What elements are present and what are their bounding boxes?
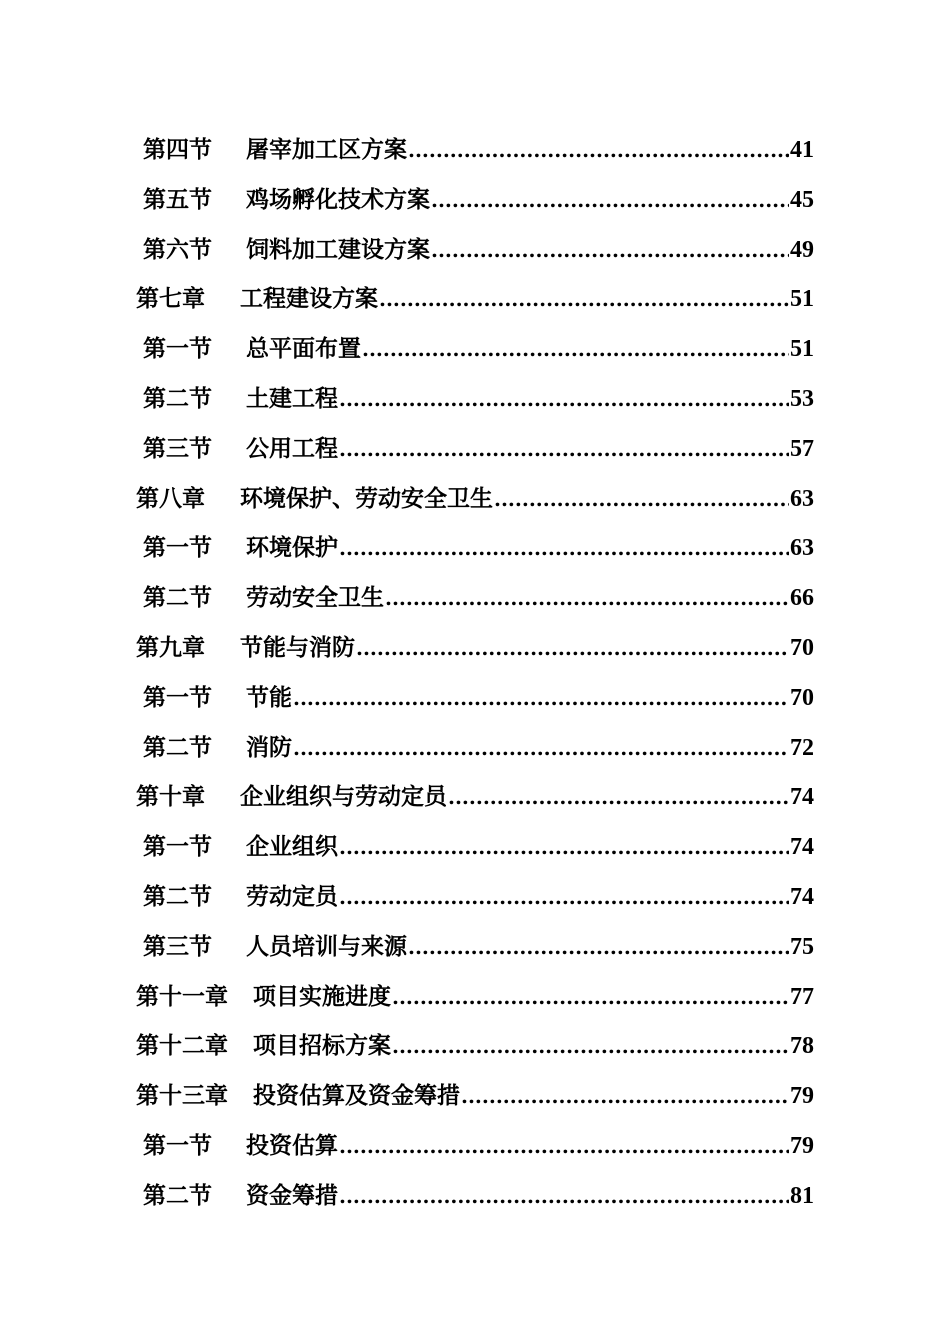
- toc-entry-page: 81: [790, 1182, 814, 1209]
- toc-entry-page: 51: [790, 286, 814, 313]
- toc-entry-number: 第一节: [143, 534, 212, 562]
- toc-leader-dots: [339, 375, 789, 425]
- toc-chapter-entry[interactable]: [0, 1071, 950, 1121]
- toc-entry[interactable]: [0, 424, 950, 474]
- toc-entry-title: 总平面布置: [246, 335, 361, 363]
- toc-entry-page: 53: [790, 385, 814, 412]
- toc-entry-page: 77: [790, 983, 814, 1010]
- toc-entry-title: 节能与消防: [240, 633, 355, 661]
- toc-entry-number: 第二节: [143, 1181, 212, 1209]
- toc-leader-dots: [362, 325, 789, 375]
- toc-leader-dots: [339, 524, 789, 574]
- toc-entry[interactable]: [0, 1121, 950, 1171]
- toc-entry[interactable]: [0, 723, 950, 773]
- toc-entry[interactable]: [0, 822, 950, 872]
- toc-leader-dots: [494, 475, 789, 525]
- toc-entry[interactable]: [0, 872, 950, 922]
- toc-leader-dots: [392, 1022, 789, 1072]
- toc-entry-title: 公用工程: [246, 434, 338, 462]
- toc-entry-title: 资金筹措: [246, 1181, 338, 1209]
- toc-entry-page: 72: [790, 734, 814, 761]
- toc-entry-page: 49: [790, 236, 814, 263]
- toc-entry[interactable]: [0, 1171, 950, 1221]
- toc-entry-page: 51: [790, 336, 814, 363]
- toc-entry-title: 劳动定员: [246, 882, 338, 910]
- toc-entry-title: 项目实施进度: [253, 982, 391, 1010]
- toc-entry-title: 环境保护: [246, 534, 338, 562]
- toc-leader-dots: [461, 1072, 789, 1122]
- toc-entry-number: 第九章: [136, 633, 205, 661]
- toc-chapter-entry[interactable]: [0, 972, 950, 1022]
- toc-entry-title: 饲料加工建设方案: [246, 235, 430, 263]
- toc-entry-page: 74: [790, 883, 814, 910]
- toc-entry-number: 第五节: [143, 185, 212, 213]
- toc-entry[interactable]: [0, 573, 950, 623]
- toc-entry-title: 投资估算: [246, 1131, 338, 1159]
- toc-leader-dots: [339, 823, 789, 873]
- toc-leader-dots: [408, 126, 789, 176]
- toc-entry-title: 人员培训与来源: [246, 932, 407, 960]
- toc-leader-dots: [379, 275, 789, 325]
- toc-entry-number: 第八章: [136, 484, 205, 512]
- toc-leader-dots: [408, 923, 789, 973]
- toc-entry-title: 屠宰加工区方案: [246, 136, 407, 163]
- toc-entry-page: 66: [790, 585, 814, 612]
- toc-entry-title: 劳动安全卫生: [246, 584, 384, 612]
- toc-entry-title: 鸡场孵化技术方案: [246, 185, 430, 213]
- toc-chapter-entry[interactable]: [0, 1021, 950, 1071]
- toc-leader-dots: [339, 425, 789, 475]
- toc-entry-page: 63: [790, 485, 814, 512]
- toc-leader-dots: [293, 724, 789, 774]
- toc-entry-number: 第一节: [143, 1131, 212, 1159]
- toc-entry-page: 79: [790, 1083, 814, 1110]
- toc-entry-title: 土建工程: [246, 384, 338, 412]
- toc-entry-number: 第七章: [136, 285, 205, 313]
- toc-entry-title: 节能: [246, 683, 292, 711]
- toc-chapter-entry[interactable]: [0, 474, 950, 524]
- toc-entry-title: 项目招标方案: [253, 1032, 391, 1060]
- toc-leader-dots: [339, 1172, 789, 1222]
- toc-entry-title: 消防: [246, 733, 292, 761]
- toc-entry-number: 第二节: [143, 882, 212, 910]
- toc-entry-number: 第四节: [143, 136, 212, 163]
- toc-entry-title: 工程建设方案: [240, 285, 378, 313]
- toc-entry-number: 第三节: [143, 434, 212, 462]
- toc-entry-title: 环境保护、劳动安全卫生: [240, 484, 493, 512]
- toc-chapter-entry[interactable]: [0, 274, 950, 324]
- toc-entry-page: 63: [790, 535, 814, 562]
- toc-entry[interactable]: [0, 673, 950, 723]
- toc-leader-dots: [431, 176, 789, 226]
- toc-chapter-entry[interactable]: [0, 772, 950, 822]
- toc-entry-number: 第十三章: [136, 1082, 228, 1110]
- toc-entry-title: 企业组织: [246, 833, 338, 861]
- toc-entry-page: 41: [790, 137, 814, 163]
- toc-entry-page: 75: [790, 933, 814, 960]
- toc-leader-dots: [431, 226, 789, 276]
- toc-entry-number: 第一节: [143, 833, 212, 861]
- toc-chapter-entry[interactable]: [0, 623, 950, 673]
- toc-entry[interactable]: [0, 125, 950, 175]
- toc-entry-number: 第十一章: [136, 982, 228, 1010]
- toc-entry[interactable]: [0, 324, 950, 374]
- toc-leader-dots: [356, 624, 789, 674]
- toc-entry[interactable]: [0, 922, 950, 972]
- toc-entry[interactable]: [0, 374, 950, 424]
- toc-entry-number: 第十二章: [136, 1032, 228, 1060]
- toc-entry-number: 第二节: [143, 733, 212, 761]
- toc-leader-dots: [448, 773, 789, 823]
- toc-entry-title: 企业组织与劳动定员: [240, 783, 447, 811]
- toc-entry[interactable]: [0, 175, 950, 225]
- toc-entry-page: 57: [790, 435, 814, 462]
- toc-leader-dots: [339, 1122, 789, 1172]
- toc-entry-title: 投资估算及资金筹措: [253, 1082, 460, 1110]
- table-of-contents: [0, 125, 950, 1221]
- toc-entry-page: 70: [790, 634, 814, 661]
- toc-entry-number: 第十章: [136, 783, 205, 811]
- toc-entry-page: 74: [790, 834, 814, 861]
- toc-entry-page: 74: [790, 784, 814, 811]
- toc-entry-page: 70: [790, 684, 814, 711]
- toc-entry-number: 第二节: [143, 384, 212, 412]
- toc-entry-page: 78: [790, 1033, 814, 1060]
- toc-leader-dots: [339, 873, 789, 923]
- toc-leader-dots: [385, 574, 789, 624]
- toc-entry-number: 第一节: [143, 683, 212, 711]
- toc-entry-number: 第三节: [143, 932, 212, 960]
- toc-entry-number: 第二节: [143, 584, 212, 612]
- toc-entry-number: 第一节: [143, 335, 212, 363]
- toc-leader-dots: [293, 674, 789, 724]
- toc-entry-page: 79: [790, 1132, 814, 1159]
- toc-entry[interactable]: [0, 523, 950, 573]
- toc-entry[interactable]: [0, 225, 950, 275]
- toc-leader-dots: [392, 973, 789, 1023]
- toc-entry-page: 45: [790, 186, 814, 213]
- toc-entry-number: 第六节: [143, 235, 212, 263]
